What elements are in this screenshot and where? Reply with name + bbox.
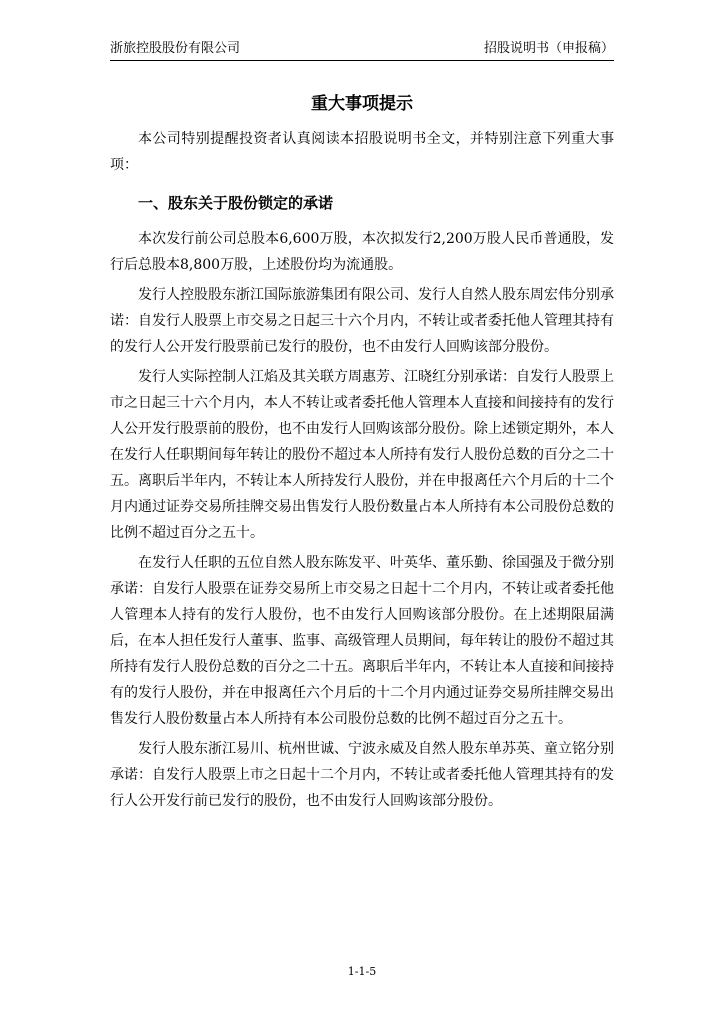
paragraph-other-shareholders: 发行人股东浙江易川、杭州世诚、宁波永威及自然人股东单苏英、童立铭分别承诺：自发行人股票上市之日起十二个月内，不转让或者委托他人管理其持有的发行人公开发行前已发行的股份，也不由发行人回购该部分股份。	[110, 741, 614, 809]
page-title: 重大事项提示	[311, 94, 413, 114]
paragraph-actual-controller: 发行人实际控制人江焰及其关联方周惠芳、江晓红分别承诺：自发行人股票上市之日起三十六个月内，本人不转让或者委托他人管理本人直接和间接持有的发行人公开发行股票前的股份，也不由发行人回购该部分股份。除上述锁定期外，本人在发行人任职期间每年转让的股份不超过本人所持有发行人股份总数的百分之二十五。离职后半年内，不转让本人所持发行人股份，并在申报离任六个月后的十二个月内通过证券交易所挂牌交易出售发行人股份数量占本人所持有本公司股份总数的比例不超过百分之五十。	[110, 369, 614, 541]
paragraph-share-capital: 本次发行前公司总股本6,600万股，本次拟发行2,200万股人民币普通股，发行后总股本8,800万股，上述股份均为流通股。	[110, 231, 614, 273]
paragraph-employee-shareholders: 在发行人任职的五位自然人股东陈发平、叶英华、董乐勤、徐国强及于微分别承诺：自发行人股票在证券交易所上市交易之日起十二个月内，不转让或者委托他人管理本人持有的发行人股份，也不由发行人回购该部分股份。在上述期限届满后，在本人担任发行人董事、监事、高级管理人员期间，每年转让的股份不超过其所持有发行人股份总数的百分之二十五。离职后半年内，不转让本人直接和间接持有的发行人股份，并在申报离任六个月后的十二个月内通过证券交易所挂牌交易出售发行人股份数量占本人所持有本公司股份总数的比例不超过百分之五十。	[110, 555, 614, 727]
intro-paragraph: 本公司特别提醒投资者认真阅读本招股说明书全文，并特别注意下列重大事项：	[110, 131, 614, 173]
header-company-name: 浙旅控股股份有限公司	[110, 41, 241, 56]
page-content	[110, 92, 614, 818]
page-header	[110, 38, 614, 61]
section-heading: 一、股东关于股份锁定的承诺	[138, 194, 334, 212]
header-document-type: 招股说明书（申报稿）	[483, 41, 614, 56]
page-number: 1-1-5	[347, 965, 377, 978]
paragraph-controlling-shareholder: 发行人控股股东浙江国际旅游集团有限公司、发行人自然人股东周宏伟分别承诺：自发行人股票上市交易之日起三十六个月内，不转让或者委托他人管理其持有的发行人公开发行股票前已发行的股份，也不由发行人回购该部分股份。	[110, 287, 614, 355]
